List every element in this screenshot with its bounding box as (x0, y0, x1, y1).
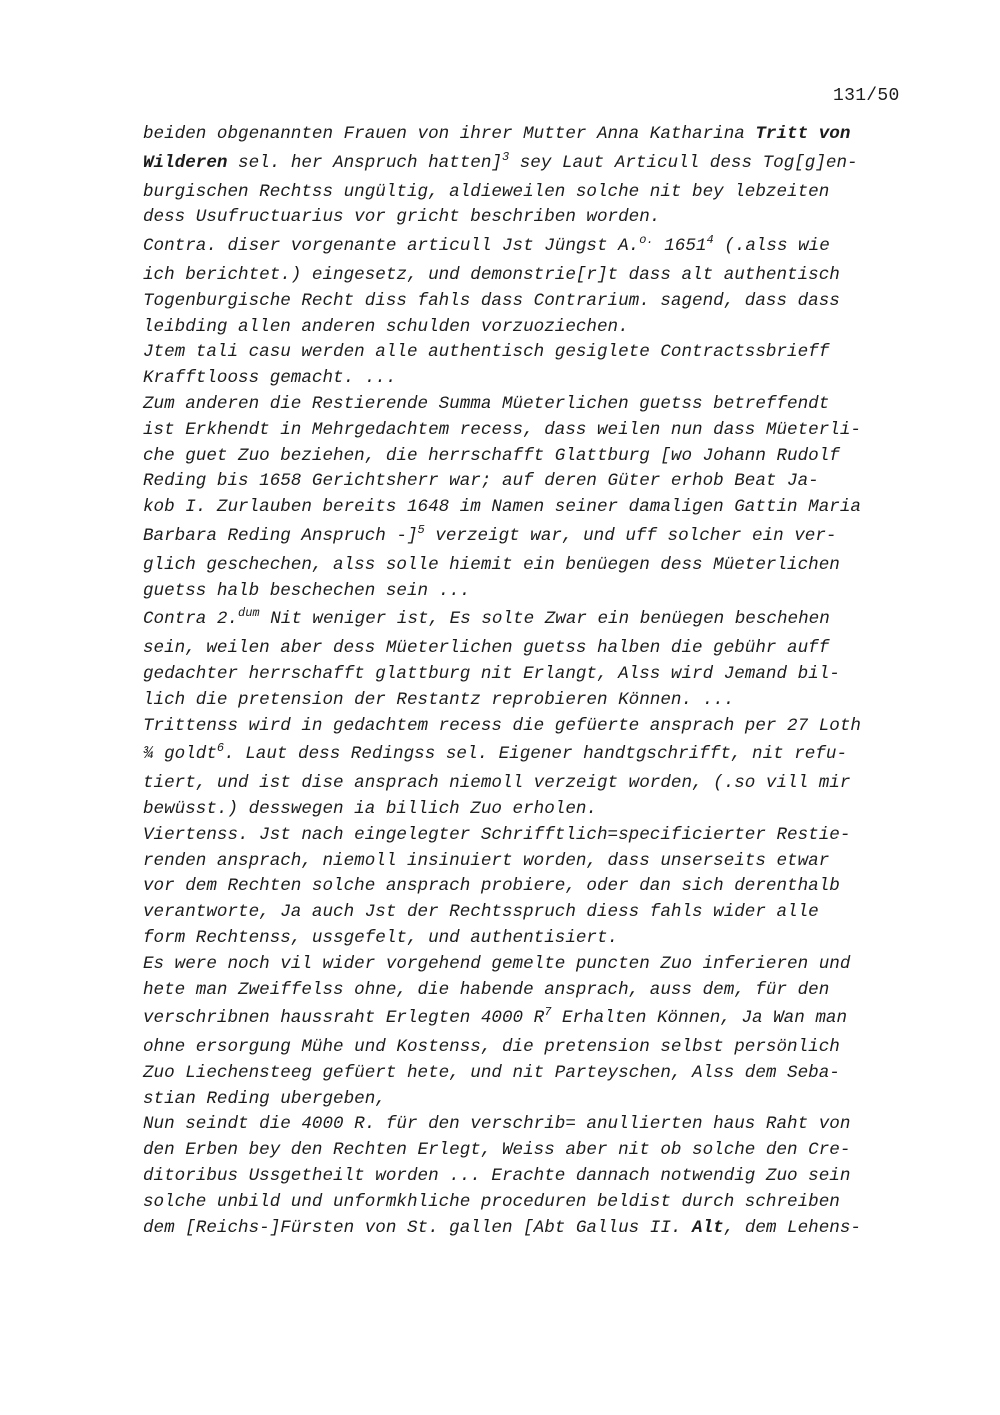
text-line (143, 1003, 913, 1035)
text-segment: Togenburgische Recht diss fahls dass Contrarium. sagend, dass dass (143, 290, 840, 311)
text-segment: dess Usufructuarius vor gricht beschriben worden. (143, 207, 661, 228)
text-line (143, 1216, 913, 1242)
text-segment: Jtem tali casu werden alle authentisch gesiglete Contractssbrieff (143, 342, 830, 363)
text-line (143, 579, 913, 605)
bold-name: Tritt von (755, 124, 851, 144)
text-line (143, 688, 913, 714)
text-line (143, 1035, 913, 1061)
bold-name: Wilderen (143, 152, 228, 173)
text-line (143, 205, 913, 231)
text-segment: hete man Zweiffelss ohne, die habende ansprach, auss dem, für den (143, 979, 830, 1000)
text-line (143, 495, 913, 521)
text-line (143, 1164, 913, 1190)
text-segment: verantworte, Ja auch Jst der Rechtsspruch diess fahls wider alle (143, 902, 819, 923)
text-line (143, 849, 913, 875)
text-segment: guetss halb beschechen sein ... (143, 580, 471, 601)
text-segment: ich berichtet.) eingesetz, und demonstrie[r]t dass alt authentisch (143, 264, 840, 285)
text-line (143, 366, 913, 392)
text-segment: Nun seindt die 4000 R. für den verschrib= anullierten haus Raht von (143, 1114, 851, 1135)
text-segment: renden ansprach, niemoll insinuiert worden, dass unserseits etwar (143, 850, 830, 871)
text-segment: Zuo Liechensteeg gefüert hete, und nit Parteyschen, Alss dem Seba- (143, 1062, 840, 1083)
text-line (143, 231, 913, 263)
text-line (143, 900, 913, 926)
text-segment: verschribnen haussraht Erlegten 4000 R (143, 1008, 545, 1029)
text-line (143, 418, 913, 444)
text-segment: beiden obgenannten Frauen von ihrer Mutter Anna Katharina (143, 124, 756, 144)
text-line (143, 1087, 913, 1113)
text-line (143, 1112, 913, 1138)
text-segment: sein, weilen aber dess Müeterlichen guetss halben die gebühr auff (143, 638, 830, 659)
text-line (143, 714, 913, 740)
text-segment: verzeigt war, und uff solcher ein ver- (424, 525, 837, 546)
text-segment: Viertenss. Jst nach eingelegter Schrifftlich=specificierter Restie- (143, 824, 851, 845)
text-line (143, 315, 913, 341)
footnote-marker: 4 (706, 233, 714, 248)
text-line (143, 148, 913, 180)
text-line (143, 1138, 913, 1164)
text-line (143, 521, 913, 553)
text-line (143, 1190, 913, 1216)
text-segment: sel. her Anspruch hatten] (227, 152, 502, 173)
text-line (143, 771, 913, 797)
text-segment: kob I. Zurlauben bereits 1648 im Namen seiner damaligen Gattin Maria (143, 497, 861, 518)
text-line (143, 823, 913, 849)
bold-name: Alt (692, 1217, 724, 1238)
text-segment: solche unbild und unformkhliche proceduren beldist durch schreiben (143, 1191, 840, 1212)
text-segment: dem [Reichs-]Fürsten von St. gallen [Abt Gallus II. (143, 1217, 693, 1238)
text-line (143, 444, 913, 470)
text-line (143, 797, 913, 823)
text-segment: Barbara Reding Anspruch -] (143, 525, 418, 546)
text-segment: ditoribus Ussgetheilt worden ... Erachte dannach notwendig Zuo sein (143, 1166, 851, 1187)
text-line (143, 340, 913, 366)
text-line (143, 874, 913, 900)
text-line (143, 392, 913, 418)
text-line (143, 1061, 913, 1087)
text-segment: Nit weniger ist, Es solte Zwar ein benüegen beschehen (259, 609, 830, 630)
transcription-body (143, 122, 913, 1241)
text-segment: bewüsst.) desswegen ia billich Zuo erholen. (143, 798, 597, 819)
text-segment: lich die pretension der Restantz reprobieren Können. ... (143, 689, 735, 710)
text-segment: stian Reding ubergeben, (143, 1088, 386, 1109)
text-line (143, 978, 913, 1004)
text-segment: . Laut dess Redingss sel. Eigener handtgschrifft, nit refu- (224, 744, 848, 765)
text-line (143, 263, 913, 289)
footnote-marker: o. (639, 233, 654, 248)
text-line (143, 604, 913, 636)
text-segment: che guet Zuo beziehen, die herrschafft Glattburg [wo Johann Rudolf (143, 445, 840, 466)
text-segment: 1651 (653, 236, 707, 257)
text-segment: Contra. diser vorgenante articull Jst Jüngst A. (143, 236, 640, 257)
text-segment: Zum anderen die Restierende Summa Müeterlichen guetss betreffendt (143, 393, 830, 414)
text-segment: sey Laut Articull dess Tog[g]en- (509, 152, 858, 173)
text-line (143, 289, 913, 315)
footnote-marker: 5 (417, 522, 425, 537)
text-segment: ohne ersorgung Mühe und Kostenss, die pretension selbst persönlich (143, 1037, 840, 1058)
text-segment: form Rechtenss, ussgefelt, und authentisiert. (143, 927, 619, 948)
text-line (143, 122, 913, 148)
text-line (143, 926, 913, 952)
text-segment: den Erben bey den Rechten Erlegt, Weiss aber nit ob solche den Cre- (143, 1140, 851, 1161)
text-segment: vor dem Rechten solche ansprach probiere, oder dan sich derenthalb (143, 876, 840, 897)
text-segment: ist Erkhendt in Mehrgedachtem recess, dass weilen nun dass Müeterli- (143, 419, 861, 440)
text-segment: Contra 2. (143, 609, 239, 630)
text-line (143, 662, 913, 688)
footnote-marker: 7 (544, 1005, 552, 1020)
text-segment: ¾ goldt (143, 744, 217, 765)
text-segment: Reding bis 1658 Gerichtsherr war; auf deren Güter erhob Beat Ja- (143, 471, 819, 492)
text-line (143, 180, 913, 206)
footnote-marker: 3 (501, 149, 510, 164)
text-segment: Es were noch vil wider vorgehend gemelte puncten Zuo inferieren und (143, 953, 851, 974)
text-line (143, 739, 913, 771)
text-segment: , dem Lehens- (723, 1217, 861, 1238)
text-segment: Erhalten Können, Ja Wan man (551, 1008, 848, 1029)
text-line (143, 636, 913, 662)
text-line (143, 553, 913, 579)
text-segment: gedachter herrschafft glattburg nit Erlangt, Alss wird Jemand bil- (143, 663, 840, 684)
text-line (143, 952, 913, 978)
text-segment: leibding allen anderen schulden vorzuoziechen. (143, 316, 629, 337)
text-line (143, 469, 913, 495)
footnote-marker: 6 (216, 741, 225, 756)
text-segment: (.alss wie (713, 236, 830, 257)
text-segment: burgischen Rechtss ungültig, aldieweilen solche nit bey lebzeiten (143, 181, 830, 202)
footnote-marker: dum (238, 606, 260, 621)
text-segment: Trittenss wird in gedachtem recess die gefüerte ansprach per 27 Loth (143, 715, 861, 736)
text-segment: glich geschechen, alss solle hiemit ein benüegen dess Müeterlichen (143, 554, 840, 575)
page-number: 131/50 (833, 86, 900, 106)
text-segment: tiert, und ist dise ansprach niemoll verzeigt worden, (.so vill mir (143, 773, 851, 794)
text-segment: Krafftlooss gemacht. ... (143, 368, 397, 389)
